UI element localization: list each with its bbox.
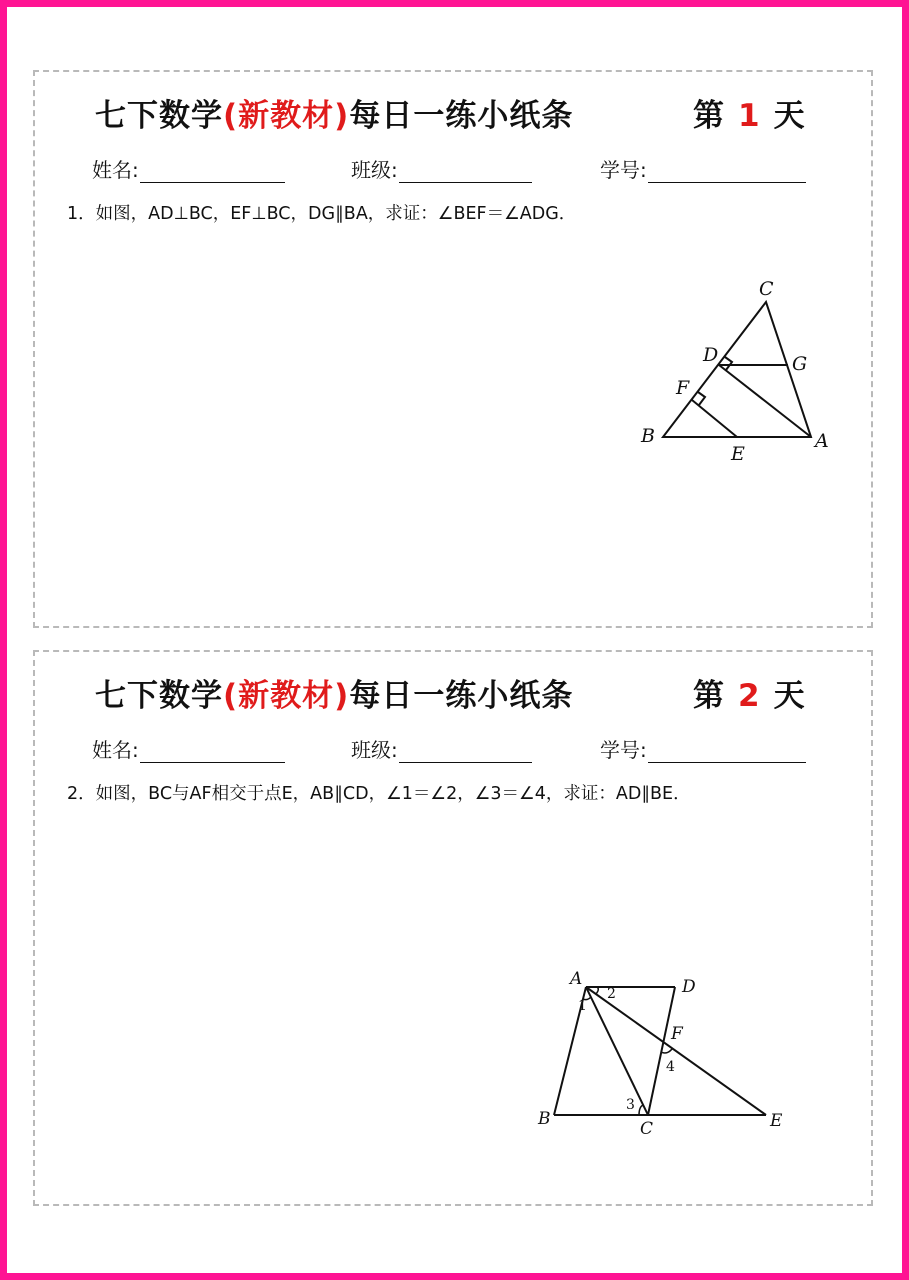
- card-title: 七下数学(新教材)每日一练小纸条: [95, 98, 574, 134]
- label-f: F: [676, 377, 690, 399]
- class-field[interactable]: [351, 154, 532, 183]
- id-field[interactable]: [600, 154, 806, 183]
- label-a: A: [570, 969, 583, 989]
- segment-ac: [586, 987, 648, 1115]
- triangle-abc: [663, 302, 811, 437]
- label-e: E: [770, 1111, 783, 1131]
- segment-ae: [586, 987, 766, 1115]
- label-d: D: [682, 977, 696, 997]
- segment-ad: [719, 365, 811, 437]
- id-blank[interactable]: [648, 742, 806, 763]
- label-b: B: [641, 425, 655, 447]
- angle-label-2: 2: [607, 986, 616, 1002]
- angle-label-3: 3: [626, 1097, 635, 1113]
- right-angle-d: [725, 357, 732, 370]
- title-highlight: (新教材): [223, 98, 350, 134]
- name-blank[interactable]: [140, 742, 285, 763]
- id-label: 学号:: [600, 158, 647, 182]
- id-field[interactable]: [600, 734, 806, 763]
- day-number: 2: [738, 678, 760, 714]
- name-label: 姓名:: [92, 158, 139, 182]
- id-blank[interactable]: [648, 162, 806, 183]
- angle-label-1: 1: [578, 998, 587, 1014]
- label-f: F: [671, 1024, 683, 1044]
- name-field[interactable]: [92, 734, 285, 763]
- class-field[interactable]: [351, 734, 532, 763]
- name-field[interactable]: [92, 154, 285, 183]
- label-e: E: [731, 443, 745, 465]
- label-b: B: [538, 1109, 551, 1129]
- class-blank[interactable]: [399, 742, 532, 763]
- geometry-figure-1: [625, 262, 845, 472]
- day-number: 1: [738, 98, 760, 134]
- name-blank[interactable]: [140, 162, 285, 183]
- angle-arc-3: [639, 1105, 643, 1115]
- class-label: 班级:: [351, 158, 398, 182]
- problem-text: 2．如图，BC与AF相交于点E，AB∥CD，∠1＝∠2，∠3＝∠4，求证：AD∥BE．: [67, 784, 691, 804]
- worksheet-card-1: [33, 70, 873, 628]
- angle-label-4: 4: [666, 1059, 675, 1075]
- label-c: C: [640, 1119, 654, 1139]
- label-c: C: [759, 278, 774, 300]
- day-indicator: 第 2 天: [693, 678, 805, 714]
- title-highlight: (新教材): [223, 678, 350, 714]
- card-title: 七下数学(新教材)每日一练小纸条: [95, 678, 574, 714]
- name-label: 姓名:: [92, 738, 139, 762]
- label-a: A: [815, 430, 829, 452]
- problem-text: 1．如图，AD⊥BC，EF⊥BC，DG∥BA，求证：∠BEF＝∠ADG．: [67, 204, 577, 224]
- right-angle-f: [698, 392, 705, 405]
- label-d: D: [703, 344, 719, 366]
- label-g: G: [792, 353, 808, 375]
- class-label: 班级:: [351, 738, 398, 762]
- id-label: 学号:: [600, 738, 647, 762]
- angle-arc-2: [596, 987, 598, 994]
- segment-ef: [692, 400, 737, 437]
- class-blank[interactable]: [399, 162, 532, 183]
- geometry-figure-2: [530, 967, 790, 1137]
- day-indicator: 第 1 天: [693, 98, 805, 134]
- worksheet-card-2: [33, 650, 873, 1206]
